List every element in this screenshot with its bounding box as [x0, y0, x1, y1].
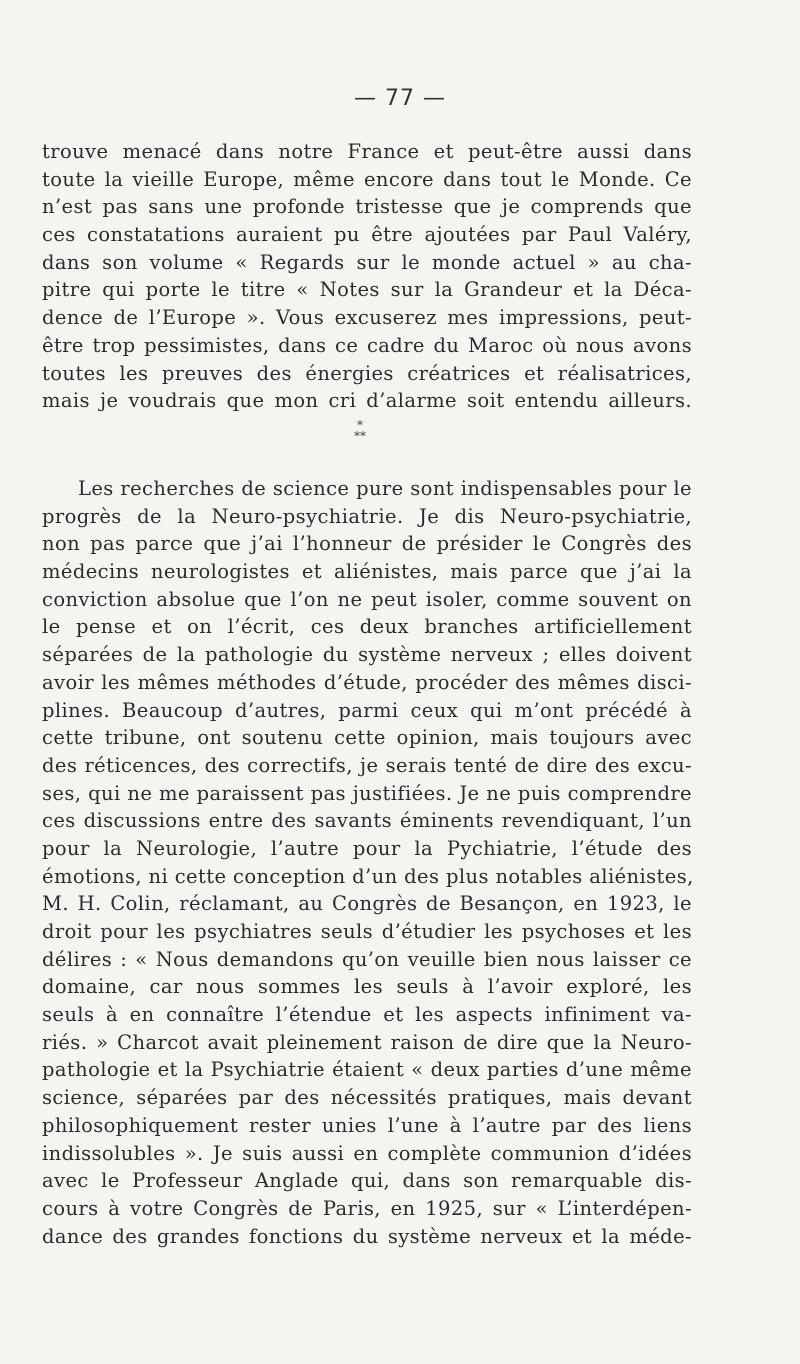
- text-line: plines. Beaucoup d’autres, parmi ceux qui m’ont précédé à: [42, 698, 692, 722]
- text-line: des réticences, des correctifs, je serais tenté de dire des excu-: [42, 753, 692, 777]
- text-line: le pense et on l’écrit, ces deux branches artificiellement: [42, 615, 692, 639]
- text-line: indissolubles ». Je suis aussi en complète communion d’idées: [42, 1141, 692, 1165]
- text-line: séparées de la pathologie du système nerveux ; elles doivent: [42, 643, 692, 667]
- text-line: ses, qui ne me paraissent pas justifiées. Je ne puis comprendre: [42, 781, 692, 805]
- text-line: pitre qui porte le titre « Notes sur la Grandeur et la Déca-: [42, 278, 692, 302]
- text-line: dans son volume « Regards sur le monde actuel » au cha-: [42, 250, 692, 274]
- text-line: seuls à en connaître l’étendue et les aspects infiniment va-: [42, 1003, 692, 1027]
- text-line: dence de l’Europe ». Vous excuserez mes impressions, peut-: [42, 306, 692, 330]
- paragraph-continued: [42, 138, 692, 415]
- text-line: émotions, ni cette conception d’un des plus notables aliénistes,: [42, 864, 694, 888]
- text-line: domaine, car nous sommes les seuls à l’avoir exploré, les: [42, 975, 692, 999]
- paragraph-neuro-psychiatry: [42, 475, 692, 1250]
- asterism-top: *: [357, 418, 363, 432]
- text-line: science, séparées par des nécessités pratiques, mais devant: [42, 1086, 692, 1110]
- text-line: M. H. Colin, réclamant, au Congrès de Besançon, en 1923, le: [42, 892, 692, 916]
- text-line: riés. » Charcot avait pleinement raison de dire que la Neuro-: [42, 1030, 692, 1054]
- text-line: conviction absolue que l’on ne peut isoler, comme souvent on: [42, 587, 692, 611]
- text-line: droit pour les psychiatres seuls d’étudier les psychoses et les: [42, 920, 692, 943]
- text-line: n’est pas sans une profonde tristesse que je comprends que: [42, 195, 692, 219]
- text-line: philosophiquement rester unies l’une à l’autre par des liens: [42, 1113, 692, 1137]
- text-line: ces constatations auraient pu être ajoutées par Paul Valéry,: [42, 223, 692, 247]
- page-number: — 77 —: [354, 86, 446, 111]
- text-line: avec le Professeur Anglade qui, dans son remarquable dis-: [42, 1169, 692, 1193]
- text-line: pathologie et la Psychiatrie étaient « deux parties d’une même: [42, 1058, 692, 1082]
- text-line: non pas parce que j’ai l’honneur de présider le Congrès des: [42, 532, 692, 556]
- text-line: cette tribune, ont soutenu cette opinion, mais toujours avec: [42, 726, 692, 750]
- text-line: toutes les preuves des énergies créatrices et réalisatrices,: [42, 361, 692, 385]
- text-line: Les recherches de science pure sont indispensables pour le: [78, 477, 692, 500]
- text-line: cours à votre Congrès de Paris, en 1925, sur « L’interdépen-: [42, 1196, 692, 1220]
- asterism-separator: [0, 420, 720, 442]
- text-line: toute la vieille Europe, même encore dans tout le Monde. Ce: [42, 167, 692, 191]
- text-line: médecins neurologistes et aliénistes, mais parce que j’ai la: [42, 560, 692, 584]
- text-line: pour la Neurologie, l’autre pour la Pychiatrie, l’étude des: [42, 836, 692, 860]
- text-line: avoir les mêmes méthodes d’étude, procéder des mêmes disci-: [42, 670, 692, 694]
- text-line: ces discussions entre des savants éminents revendiquant, l’un: [42, 809, 692, 833]
- text-line: mais je voudrais que mon cri d’alarme soit entendu ailleurs.: [42, 389, 692, 413]
- text-line: trouve menacé dans notre France et peut-être aussi dans: [42, 140, 692, 163]
- text-line: être trop pessimistes, dans ce cadre du Maroc où nous avons: [42, 333, 692, 357]
- text-line: progrès de la Neuro-psychiatrie. Je dis Neuro-psychiatrie,: [42, 504, 692, 528]
- asterism-bottom: **: [354, 429, 366, 443]
- text-line: délires : « Nous demandons qu’on veuille bien nous laisser ce: [42, 947, 692, 971]
- text-line: dance des grandes fonctions du système nerveux et la méde-: [42, 1224, 692, 1248]
